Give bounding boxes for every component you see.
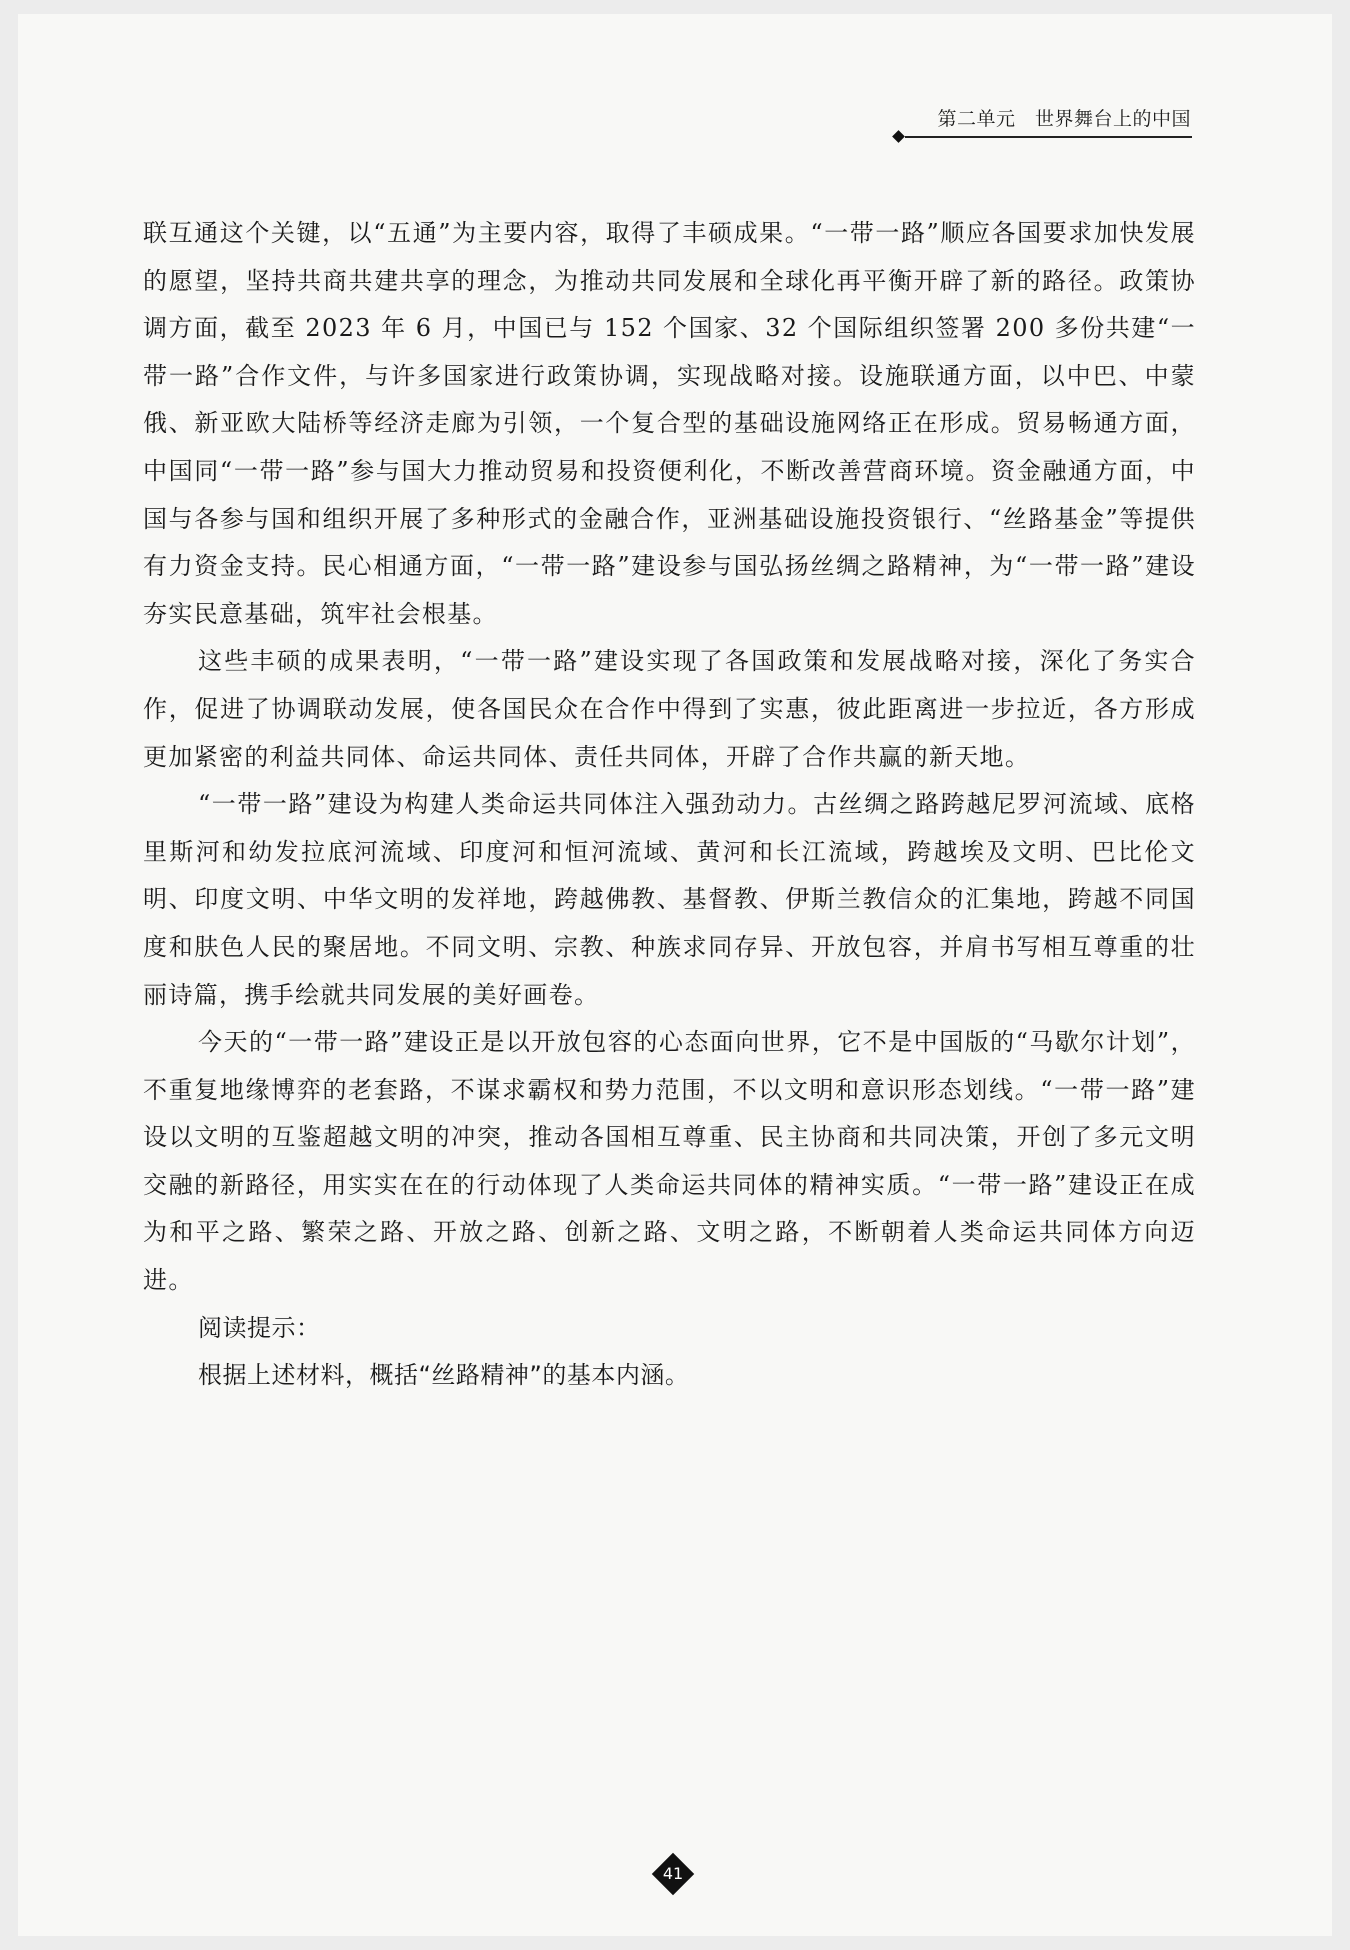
- paragraph: 这些丰硕的成果表明，“一带一路”建设实现了各国政策和发展战略对接，深化了务实合作，促进了协调联动发展，使各国民众在合作中得到了实惠，彼此距离进一步拉近，各方形成更加紧密的利益共同体、命运共同体、责任共同体，开辟了合作共赢的新天地。: [143, 647, 1196, 771]
- page-number: 41: [662, 1864, 684, 1883]
- unit-title: 第二单元 世界舞台上的中国: [937, 108, 1191, 130]
- diamond-bullet-icon: [892, 130, 905, 143]
- paragraph: 今天的“一带一路”建设正是以开放包容的心态面向世界，它不是中国版的“马歇尔计划”，不重复地缘博弈的老套路，不谋求霸权和势力范围，不以文明和意识形态划线。“一带一路”建设以文明的互鉴超越文明的冲突，推动各国相互尊重、民主协商和共同决策，开创了多元文明交融的新路径，用实实在在的行动体现了人类命运共同体的精神实质。“一带一路”建设正在成为和平之路、繁荣之路、开放之路、创新之路、文明之路，不断朝着人类命运共同体方向迈进。: [143, 1028, 1196, 1295]
- body-text: [143, 210, 1196, 1400]
- reading-tip-question: 根据上述材料，概括“丝路精神”的基本内涵。: [198, 1361, 690, 1390]
- header-rule: [905, 136, 1192, 138]
- page-number-badge: [651, 1852, 695, 1896]
- paragraph-continued: 联互通这个关键，以“五通”为主要内容，取得了丰硕成果。“一带一路”顺应各国要求加快发展的愿望，坚持共商共建共享的理念，为推动共同发展和全球化再平衡开辟了新的路径。政策协调方面，截至 2023 年 6 月，中国已与 152 个国家、32 个国际组织签署 200 多份共建“一带一路”合作文件，与许多国家进行政策协调，实现战略对接。设施联通方面，以中巴、中蒙俄、新亚欧大陆桥等经济走廊为引领，一个复合型的基础设施网络正在形成。贸易畅通方面，中国同“一带一路”参与国大力推动贸易和投资便利化，不断改善营商环境。资金融通方面，中国与各参与国和组织开展了多种形式的金融合作，亚洲基础设施投资银行、“丝路基金”等提供有力资金支持。民心相通方面，“一带一路”建设参与国弘扬丝绸之路精神，为“一带一路”建设夯实民意基础，筑牢社会根基。: [143, 219, 1196, 628]
- running-header: [0, 102, 1350, 142]
- reading-tip-label: 阅读提示：: [198, 1313, 321, 1342]
- paragraph: “一带一路”建设为构建人类命运共同体注入强劲动力。古丝绸之路跨越尼罗河流域、底格里斯河和幼发拉底河流域、印度河和恒河流域、黄河和长江流域，跨越埃及文明、巴比伦文明、印度文明、中华文明的发祥地，跨越佛教、基督教、伊斯兰教信众的汇集地，跨越不同国度和肤色人民的聚居地。不同文明、宗教、种族求同存异、开放包容，并肩书写相互尊重的壮丽诗篇，携手绘就共同发展的美好画卷。: [143, 790, 1196, 1009]
